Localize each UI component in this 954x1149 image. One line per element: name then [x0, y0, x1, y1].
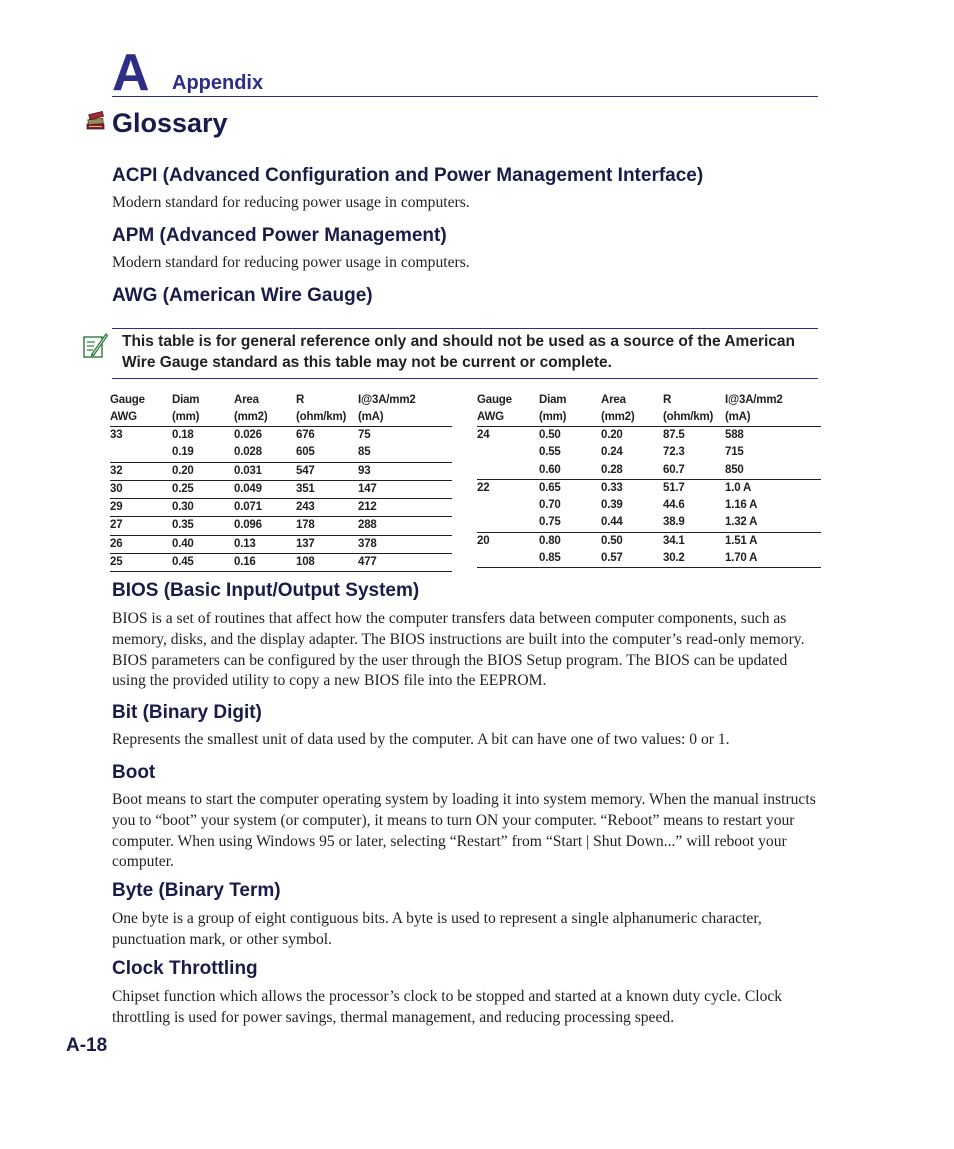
col-unit: AWG — [477, 409, 539, 427]
table-cell: 51.7 — [663, 481, 685, 494]
table-cell: 676 — [296, 429, 315, 441]
definition-acpi: Modern standard for reducing power usage in computers. — [112, 194, 470, 211]
table-cell — [477, 550, 539, 568]
table-cell: 108 — [296, 554, 358, 572]
table-row — [477, 444, 821, 461]
col-unit: (mA) — [358, 409, 452, 427]
table-cell: 27 — [110, 517, 172, 535]
note-text: This table is for general reference only and should not be used as a source of the American Wire Gauge standard as this table may not be current or complete. — [122, 333, 795, 371]
appendix-letter: A — [112, 44, 149, 102]
table-cell: 29 — [110, 499, 172, 517]
table-row — [110, 535, 452, 553]
col-unit: (mm2) — [601, 409, 663, 427]
table-cell: 0.50 — [539, 429, 561, 441]
table-cell: 605 — [296, 444, 358, 462]
table-row — [110, 427, 452, 445]
col-unit: (mm2) — [234, 409, 296, 427]
note-pencil-icon — [82, 331, 108, 359]
table-cell: 1.16 A — [725, 499, 758, 512]
table-cell — [477, 514, 539, 532]
table-header-row — [477, 409, 821, 427]
table-cell: 72.3 — [663, 446, 685, 459]
table-row — [477, 532, 821, 550]
term-awg: AWG (American Wire Gauge) — [112, 285, 373, 306]
page-title: Glossary — [112, 108, 228, 138]
definition-apm: Modern standard for reducing power usage in computers. — [112, 254, 470, 271]
table-row — [477, 497, 821, 514]
books-icon — [86, 110, 106, 132]
col-header: R — [663, 394, 672, 406]
table-cell: 0.80 — [539, 534, 561, 547]
table-cell: 0.25 — [172, 480, 234, 498]
table-cell: 44.6 — [663, 499, 685, 512]
table-cell: 0.096 — [234, 517, 296, 535]
table-header-row — [110, 392, 452, 409]
table-cell: 60.7 — [663, 462, 725, 480]
table-cell — [477, 444, 539, 461]
col-header: R — [296, 394, 305, 406]
table-cell: 0.18 — [172, 429, 194, 441]
table-cell: 547 — [296, 462, 358, 480]
col-unit: (mm) — [539, 409, 601, 427]
awg-table-left — [110, 392, 452, 572]
table-row — [110, 444, 452, 462]
table-cell: 87.5 — [663, 429, 685, 441]
term-acpi: ACPI (Advanced Configuration and Power Management Interface) — [112, 165, 704, 186]
col-unit: (ohm/km) — [663, 409, 725, 427]
table-header-row — [110, 409, 452, 427]
table-cell: 0.44 — [601, 514, 663, 532]
table-cell: 288 — [358, 517, 452, 535]
definition-clock-throttling: Chipset function which allows the processor’s clock to be stopped and started at a known duty cycle. Clock throttling is used for power savings, thermal management, and reducing processing speed. — [112, 988, 783, 1026]
table-cell: 33 — [110, 429, 123, 441]
table-cell: 20 — [477, 534, 490, 547]
table-cell: 0.65 — [539, 481, 561, 494]
table-cell: 22 — [477, 481, 490, 494]
table-cell: 30.2 — [663, 550, 725, 568]
col-unit: (mm) — [172, 409, 234, 427]
table-cell: 0.40 — [172, 535, 234, 553]
definition-bit: Represents the smallest unit of data used by the computer. A bit can have one of two values: 0 or 1. — [112, 731, 730, 748]
table-row — [110, 554, 452, 572]
table-cell: 147 — [358, 480, 452, 498]
table-cell: 0.026 — [234, 429, 262, 441]
table-row — [477, 462, 821, 480]
col-header: Diam — [172, 394, 200, 406]
table-cell: 0.35 — [172, 517, 234, 535]
table-cell: 0.16 — [234, 554, 296, 572]
table-row — [477, 514, 821, 532]
awg-table-right — [477, 392, 821, 568]
table-row — [110, 480, 452, 498]
term-apm: APM (Advanced Power Management) — [112, 225, 447, 246]
table-cell: 137 — [296, 535, 358, 553]
col-header: I@3A/mm2 — [358, 394, 416, 406]
table-cell: 0.049 — [234, 480, 296, 498]
table-cell: 0.24 — [601, 446, 623, 459]
definition-byte: One byte is a group of eight contiguous bits. A byte is used to represent a single alphanumeric character, punctuation mark, or other symbol. — [112, 910, 762, 948]
table-cell: 0.70 — [539, 499, 561, 512]
note-top-rule — [112, 328, 818, 329]
table-cell: 378 — [358, 535, 452, 553]
term-boot: Boot — [112, 762, 156, 783]
table-header-row — [477, 392, 821, 409]
table-cell: 0.75 — [539, 514, 601, 532]
table-cell — [110, 444, 172, 462]
definition-bios: BIOS is a set of routines that affect how the computer transfers data between computer components, such as memory, disks, and the display adapter. The BIOS instructions are built into the computer’s read-only memory. BIOS parameters can be configured by the user through the BIOS Setup program. The BIOS can be updated using the provided utility to copy a new BIOS file into the EEPROM. — [112, 610, 805, 690]
table-cell: 30 — [110, 480, 172, 498]
table-cell — [477, 462, 539, 480]
table-cell: 0.85 — [539, 550, 601, 568]
table-cell: 0.33 — [601, 481, 623, 494]
table-cell: 1.70 A — [725, 550, 821, 568]
col-unit: AWG — [110, 409, 172, 427]
table-cell: 588 — [725, 429, 744, 441]
table-cell: 0.50 — [601, 534, 623, 547]
col-header: Area — [234, 394, 259, 406]
table-cell: 1.51 A — [725, 534, 758, 547]
table-cell: 0.60 — [539, 462, 601, 480]
table-row — [110, 517, 452, 535]
term-byte: Byte (Binary Term) — [112, 880, 281, 901]
table-cell: 0.031 — [234, 462, 296, 480]
col-header: I@3A/mm2 — [725, 394, 783, 406]
col-unit: (ohm/km) — [296, 409, 358, 427]
table-cell: 32 — [110, 462, 172, 480]
table-row — [477, 427, 821, 445]
col-header: Gauge — [477, 394, 512, 406]
col-header: Gauge — [110, 394, 145, 406]
table-cell: 0.30 — [172, 499, 234, 517]
table-cell: 26 — [110, 535, 172, 553]
table-cell: 93 — [358, 462, 452, 480]
table-cell: 38.9 — [663, 514, 725, 532]
section-title: Appendix — [172, 72, 264, 94]
term-bit: Bit (Binary Digit) — [112, 702, 262, 723]
term-clock-throttling: Clock Throttling — [112, 958, 258, 979]
table-cell: 85 — [358, 444, 452, 462]
table-cell: 243 — [296, 499, 358, 517]
table-cell: 0.45 — [172, 554, 234, 572]
table-cell: 477 — [358, 554, 452, 572]
table-cell: 0.20 — [601, 429, 623, 441]
col-header: Area — [601, 394, 626, 406]
table-cell: 0.39 — [601, 499, 623, 512]
page-number: A-18 — [66, 1035, 108, 1056]
table-cell: 351 — [296, 480, 358, 498]
table-cell — [477, 497, 539, 514]
term-bios: BIOS (Basic Input/Output System) — [112, 580, 420, 601]
table-cell: 178 — [296, 517, 358, 535]
table-cell: 0.13 — [234, 535, 296, 553]
table-cell: 1.0 A — [725, 481, 752, 494]
table-cell: 0.57 — [601, 550, 663, 568]
table-cell: 0.19 — [172, 444, 234, 462]
table-row — [477, 479, 821, 497]
table-row — [110, 499, 452, 517]
table-cell: 34.1 — [663, 534, 685, 547]
table-cell: 0.028 — [234, 444, 296, 462]
col-header: Diam — [539, 394, 567, 406]
table-cell: 212 — [358, 499, 452, 517]
table-cell: 0.071 — [234, 499, 296, 517]
table-cell: 0.28 — [601, 462, 663, 480]
table-cell: 75 — [358, 429, 371, 441]
table-cell: 1.32 A — [725, 514, 821, 532]
table-cell: 850 — [725, 462, 821, 480]
header-rule — [112, 96, 818, 97]
table-cell: 24 — [477, 429, 490, 441]
table-row — [477, 550, 821, 568]
table-row — [110, 462, 452, 480]
col-unit: (mA) — [725, 409, 821, 427]
table-cell: 715 — [725, 446, 744, 459]
table-cell: 0.55 — [539, 446, 561, 459]
definition-boot: Boot means to start the computer operating system by loading it into system memory. When the manual instructs you to “boot” your system (or computer), it means to turn ON your computer. “Reboot” means to restart your computer. When using Windows 95 or later, selecting “Restart” from “Start | Shut Down...” will reboot your computer. — [112, 791, 816, 871]
table-cell: 25 — [110, 554, 172, 572]
table-cell: 0.20 — [172, 462, 234, 480]
note-bottom-rule — [112, 378, 818, 379]
